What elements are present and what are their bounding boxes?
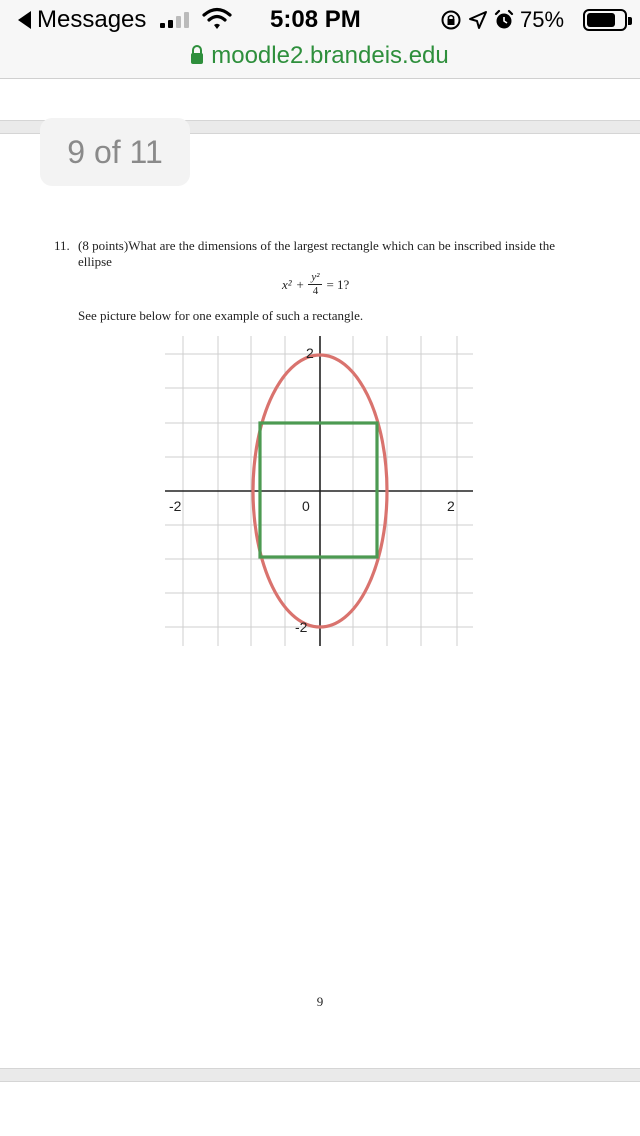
lock-icon	[191, 53, 203, 64]
wifi-icon	[202, 7, 232, 31]
equation-x-term: x²	[282, 276, 292, 292]
question-number: 11.	[54, 238, 70, 253]
equation-numerator: y²	[311, 271, 320, 283]
battery-percent: 75%	[520, 7, 565, 32]
see-picture-text: See picture below for one example of such a rectangle.	[78, 308, 364, 323]
y-label-minus-2: -2	[295, 619, 308, 635]
inscribed-rectangle	[260, 423, 377, 557]
alarm-icon	[494, 9, 514, 31]
x-label-minus-2: -2	[169, 498, 182, 514]
equation-rhs: = 1?	[326, 276, 350, 292]
back-label: Messages	[37, 6, 147, 33]
x-label-2: 2	[447, 498, 455, 514]
battery-icon	[583, 9, 627, 31]
status-bar	[0, 0, 640, 40]
question-text: (8 points)What are the dimensions of the largest rectangle which can be inscribed inside the ellipse	[78, 238, 555, 269]
clock-time: 5:08 PM	[270, 6, 361, 33]
signal-icon	[160, 10, 189, 28]
y-label-2: 2	[306, 345, 314, 361]
document-page-number: 9	[316, 994, 324, 1009]
equation-denominator: 4	[312, 285, 319, 297]
page-divider-bottom	[0, 1068, 640, 1082]
equation-plus: +	[295, 276, 305, 292]
back-to-messages[interactable]	[18, 6, 146, 34]
ellipse-equation	[282, 272, 349, 297]
url-bar[interactable]	[0, 40, 640, 79]
page-indicator: 9 of 11	[40, 118, 190, 186]
back-arrow-icon	[18, 11, 31, 29]
axes	[165, 336, 473, 646]
location-icon	[468, 10, 488, 30]
orientation-lock-icon	[440, 9, 462, 31]
equation-fraction	[308, 272, 322, 297]
ellipse-figure	[165, 336, 477, 650]
url-text: moodle2.brandeis.edu	[211, 42, 449, 69]
x-label-0: 0	[302, 498, 310, 514]
